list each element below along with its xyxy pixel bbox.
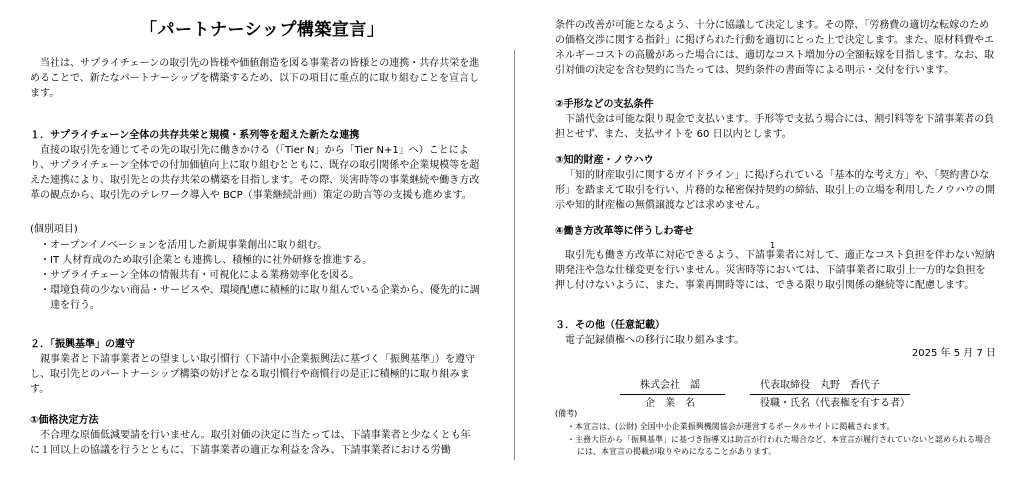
list-item: ・環境負荷の少ない商品・サービスや、環境配慮に積極的に取り組んでいる企業から、優先的に調達を行う。	[40, 285, 480, 311]
notes-label: (備考)	[555, 409, 578, 418]
note-item: ・主務大臣から「振興基準」に基づき指導又は助言が行われた場合など、本宣言が履行されていないと認められる場合には、本宣言の掲載が取りやめになることがあります。	[567, 434, 991, 457]
date: 2025 年 5 月 7 日	[911, 348, 996, 359]
section2-body: 親事業者と下請事業者との望ましい取引慣行（下請中小企業振興法に基づく「振興基準」）を遵守し、取引先とのパートナーシップ構築の妨げとなる取引慣行や商慣行の是正に積極的に取り組みます。	[30, 354, 475, 395]
section3-body: 電子記録債権への移行に取り組みます。	[565, 335, 745, 346]
sub3-heading: ③知的財産・ノウハウ	[555, 155, 654, 166]
sub1-body-part2: 条件の改善が可能となるよう、十分に協議して決定します。その際、「労務費の適切な転嫁のための価格交渉に関する指針」に掲げられた行動を適切にとった上で決定します。また、原材料費やエネルギーコストの高騰があった場合には、適切なコスト増加分の全額転嫁を目指します。なお、取引対価の決定を含む契約に当たっては、契約条件の書面等による明示・交付を行います。	[555, 20, 995, 76]
intro-paragraph: 当社は、サプライチェーンの取引先の皆様や価値創造を図る事業者の皆様との連携・共存共栄を進めることで、新たなパートナーシップを構築するため、以下の項目に重点的に取り組むことを宣言します。	[30, 58, 480, 99]
section2-heading: ２．「振興基準」の遵守	[30, 339, 135, 350]
section1-heading: １．サプライチェーン全体の共存共栄と規模・系列等を超えた新たな連携	[30, 130, 360, 141]
section1-items	[30, 238, 480, 313]
sub1-heading: ①価格決定方法	[30, 415, 99, 426]
company-name: 株式会社 謡	[640, 380, 700, 391]
list-item: ・オープンイノベーションを活用した新規事業創出に取り組む。	[40, 240, 328, 251]
representative-label: 役職・氏名（代表権を有する者）	[760, 398, 910, 409]
sub2-heading: ②手形などの支払条件	[555, 99, 654, 110]
sub4-body: 取引先も働き方改革に対応できるよう、下請事業者に対して、適正なコスト負担を伴わない短納期発注や急な仕様変更を行いません。災害時等においては、下請事業者に取引上一方的な負担を押し付けないように、また、事業再開時等には、できる限り取引関係の継続等に配慮します。	[555, 250, 995, 291]
page-number: 1	[770, 241, 776, 250]
company-underline	[620, 394, 725, 395]
sub2-body: 下請代金は可能な限り現金で支払います。手形等で支払う場合には、割引料等を下請事業者の負担とせず、また、支払サイトを 60 日以内とします。	[555, 114, 995, 140]
section1-sub-label: (個別項目)	[30, 224, 78, 235]
list-item: ・サプライチェーン全体の情報共有・可視化による業務効率化を図る。	[40, 270, 360, 281]
list-item: ・IT 人材育成のため取引企業とも連携し、積極的に社外研修を推進する。	[40, 255, 373, 266]
page-title: 「パートナーシップ構築宣言」	[140, 20, 385, 40]
representative-name: 代表取締役 丸野 香代子	[760, 380, 880, 391]
section3-heading: ３．その他（任意記載）	[555, 320, 665, 331]
section1-body: 直接の取引先を通じてその先の取引先に働きかける（「Tier N」から「Tier N+1」へ）ことにより、サプライチェーン全体での付加価値向上に取り組むとともに、既存の取引関係や企業規模等を超えた連携により、取引先との共存共栄の構築を目指します。その際、災害時等の事業継続や働き方改革の観点から、取引先のテレワーク導入や BCP（事業継続計画）策定の助言等の支援も進めます。	[30, 145, 480, 201]
sub1-body-part1: 不合理な原価低減要請を行いません。取引対価の決定に当たっては、下請事業者と少なくとも年に１回以上の協議を行うとともに、下請事業者の適正な利益を含み、下請事業者における労働	[30, 430, 471, 456]
sub4-heading: ④働き方改革等に伴うしわ寄せ	[555, 226, 694, 237]
note-item: ・本宣言は、(公財) 全国中小企業振興機関協会が運営するポータルサイトに掲載されます。	[567, 421, 895, 431]
sub3-body: 「知的財産取引に関するガイドライン」に掲げられている「基本的な考え方」や、「契約書ひな形」を踏まえて取引を行い、片務的な秘密保持契約の締結、取引上の立場を利用したノウハウの開示や知的財産権の無償譲渡などは求めません。	[555, 170, 995, 211]
representative-underline	[750, 394, 910, 395]
company-label: 企 業 名	[645, 398, 695, 409]
notes	[555, 408, 995, 459]
column-divider	[514, 50, 515, 460]
